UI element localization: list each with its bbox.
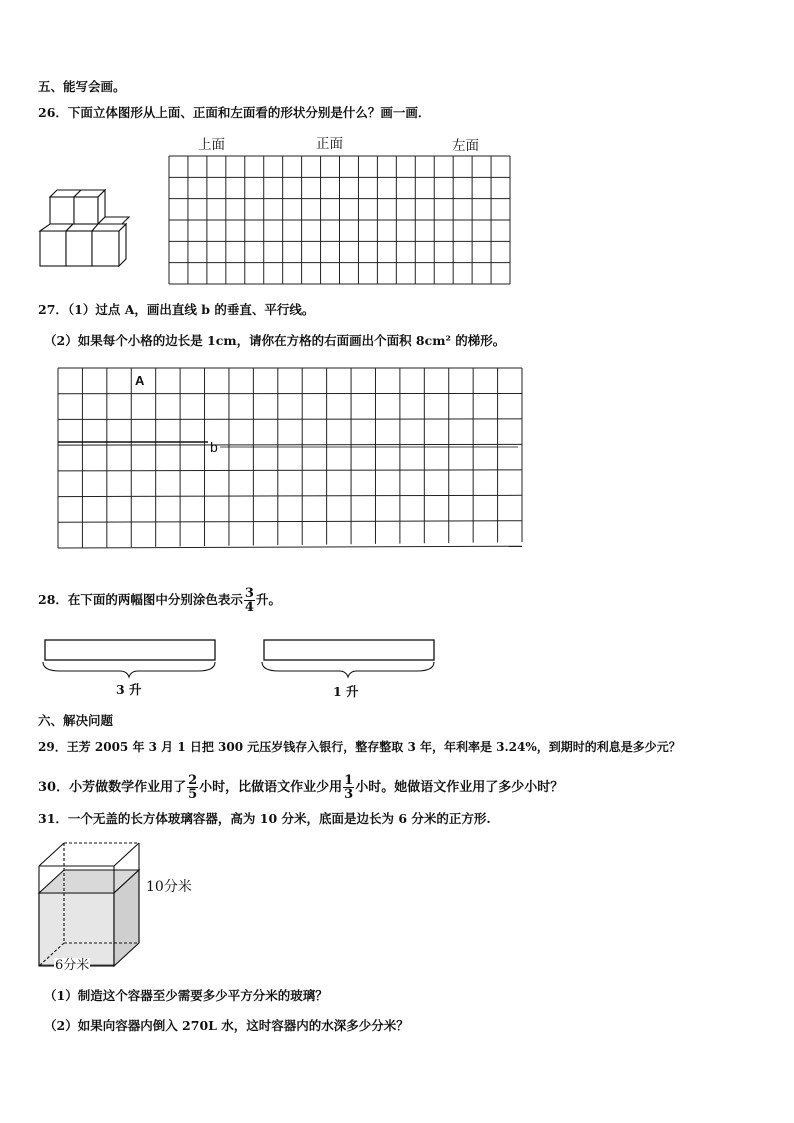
height-label: 10分米 [146,879,192,895]
question-26-text: 26．下面立体图形从上面、正面和左面看的形状分别是什么？画一画． [38,105,431,120]
fraction-denominator: 3 [344,787,354,802]
fraction-three-quarters [244,587,255,614]
question-27-part2: （2）如果每个小格的边长是 1cm，请你在方格的右面画出个面积 8cm² 的梯形。 [44,333,506,348]
cube-stack-figure [36,190,136,270]
question-29-text: 29．王芳 2005 年 3 月 1 日把 300 元压岁钱存入银行，整存整取 3 年，年利率是 3.24%，到期时的利息是多少元？ [38,740,681,754]
glass-container-figure [34,838,149,973]
label-3-liters: 3 升 [116,682,142,697]
bar-3-liters[interactable] [40,638,220,680]
label-left-view: 左面 [452,138,479,154]
question-28-text-before: 28．在下面的两幅图中分别涂色表示 [38,592,243,607]
question-28-text [38,587,281,614]
question-30-part-c: 小时。她做语文作业用了多少小时？ [355,780,564,795]
grid-line [58,470,522,471]
drawing-grid-views[interactable] [169,156,511,286]
point-a-label: A [135,373,145,388]
question-30-text [38,774,563,801]
line-b-label: b [210,439,218,455]
question-31-text: 31．一个无盖的长方体玻璃容器，高为 10 分米，底面是边长为 6 分米的正方形. [38,811,491,826]
brace-3-liters [43,662,215,677]
question-30-part-a: 30．小芳做数学作业用了 [38,780,187,795]
drawing-grid-lines[interactable] [58,368,526,550]
bar-1-liter[interactable] [260,638,440,680]
fraction-denominator: 4 [244,600,254,615]
question-27-part1: 27．（1）过点 A，画出直线 b 的垂直、平行线。 [38,302,315,317]
fraction-denominator: 5 [188,787,198,802]
question-31-part2: （2）如果向容器内倒入 270L 水，这时容器内的水深多少分米？ [44,1018,409,1033]
label-top-view: 上面 [198,137,225,153]
label-1-liter: 1 升 [333,684,359,699]
grid-line [58,419,522,420]
fraction-one-third [343,774,354,801]
grid-line [58,546,522,548]
question-30-part-b: 小时，比做语文作业少用 [199,780,343,795]
fraction-numerator: 2 [188,773,198,788]
fraction-numerator: 3 [244,586,254,601]
label-front-view: 正面 [316,136,343,152]
fraction-two-fifths [187,774,198,801]
grid-line [58,444,522,445]
section-5-title: 五、能写会画。 [38,79,126,94]
grid-line [58,521,522,523]
brace-1-liter [262,662,434,677]
base-label: 6分米 [55,958,90,973]
section-6-title: 六、解决问题 [38,713,114,728]
question-28-text-after: 升。 [255,592,281,607]
question-31-part1: （1）制造这个容器至少需要多少平方分米的玻璃？ [44,988,328,1003]
fraction-numerator: 1 [344,773,354,788]
grid-line [58,495,522,496]
